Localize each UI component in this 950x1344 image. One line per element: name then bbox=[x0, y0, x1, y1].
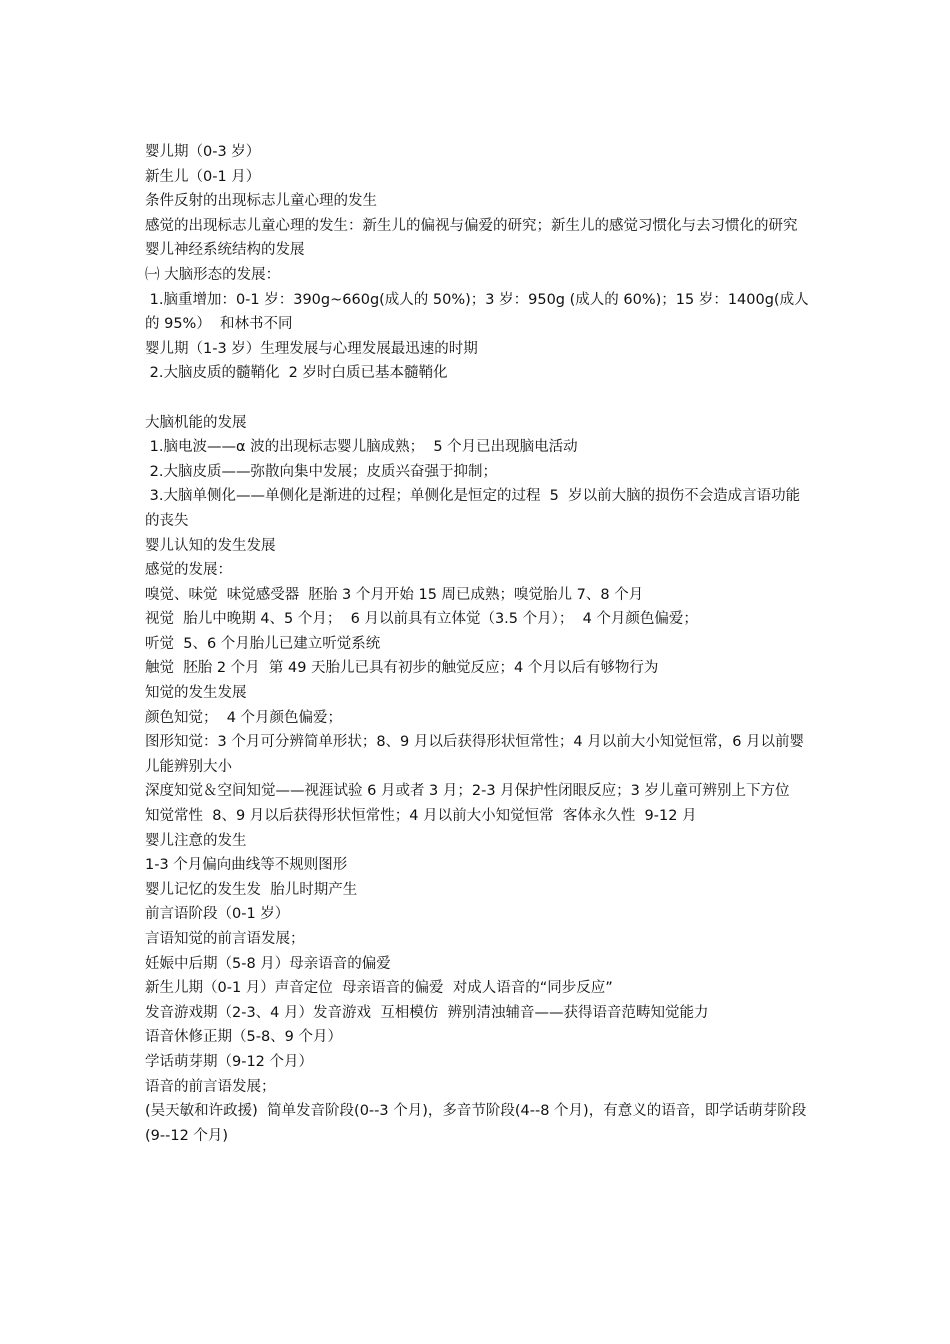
text-line: 图形知觉：3 个月可分辨简单形状；8、9 月以后获得形状恒常性；4 月以前大小知觉恒常，6 月以前婴儿能辨别大小 bbox=[145, 734, 805, 775]
blank-line bbox=[145, 386, 810, 411]
text-line: 语音休修正期（5-8、9 个月） bbox=[145, 1029, 343, 1046]
heading-newborn: 新生儿（0-1 月） bbox=[145, 168, 261, 185]
heading-perception: 知觉的发生发展 bbox=[145, 685, 247, 702]
text-line: ㈠ 大脑形态的发展： bbox=[145, 266, 281, 283]
text-line: 感觉的发展： bbox=[145, 562, 232, 579]
text-line: 深度知觉＆空间知觉——视涯试验 6 月或者 3 月；2-3 月保护性闭眼反应；3 岁儿童可辨别上下方位 bbox=[145, 783, 790, 800]
text-line: 发音游戏期（2-3、4 月）发音游戏 互相模仿 辨别清浊辅音——获得语音范畴知觉能力 bbox=[145, 1004, 709, 1021]
text-line: 婴儿记忆的发生发 胎儿时期产生 bbox=[145, 881, 358, 898]
heading-infancy: 婴儿期（0-3 岁） bbox=[145, 144, 261, 160]
heading-nervous-system: 婴儿神经系统结构的发展 bbox=[145, 242, 305, 259]
text-line: 新生儿期（0-1 月）声音定位 母亲语音的偏爱 对成人语音的“同步反应” bbox=[145, 980, 613, 997]
text-line: 触觉 胚胎 2 个月 第 49 天胎儿已具有初步的触觉反应；4 个月以后有够物行为 bbox=[145, 660, 659, 677]
text-line: 听觉 5、6 个月胎儿已建立听觉系统 bbox=[145, 635, 381, 652]
text-line: 视觉 胎儿中晚期 4、5 个月； 6 月以前具有立体觉（3.5 个月）； 4 个月颜色偏爱； bbox=[145, 611, 698, 628]
heading-cognition: 婴儿认知的发生发展 bbox=[145, 537, 276, 554]
text-line: 2.大脑皮质——弥散向集中发展；皮质兴奋强于抑制； bbox=[145, 463, 497, 480]
heading-brain-function: 大脑机能的发展 bbox=[145, 414, 247, 431]
text-line: 1-3 个月偏向曲线等不规则图形 bbox=[145, 857, 348, 874]
text-line: 妊娠中后期（5-8 月）母亲语音的偏爱 bbox=[145, 955, 391, 972]
text-line: 嗅觉、味觉 味觉感受器 胚胎 3 个月开始 15 周已成熟；嗅觉胎儿 7、8 个月 bbox=[145, 586, 644, 603]
text-line: 条件反射的出现标志儿童心理的发生 bbox=[145, 193, 377, 210]
text-line: 语音的前言语发展； bbox=[145, 1078, 276, 1095]
document-body bbox=[145, 140, 810, 1148]
text-line: 知觉常性 8、9 月以后获得形状恒常性；4 月以前大小知觉恒常 客体永久性 9-12 月 bbox=[145, 808, 697, 825]
text-line: (吴天敏和许政援) 简单发音阶段(0--3 个月)，多音节阶段(4--8 个月)，有意义的语音，即学话萌芽阶段(9--12 个月) bbox=[145, 1103, 807, 1144]
text-line: 2.大脑皮质的髓鞘化 2 岁时白质已基本髓鞘化 bbox=[145, 365, 448, 382]
text-line: 3.大脑单侧化——单侧化是渐进的过程；单侧化是恒定的过程 5 岁以前大脑的损伤不会造成言语功能的丧失 bbox=[145, 488, 801, 529]
text-line: 1.脑重增加：0-1 岁：390g~660g(成人的 50%)；3 岁：950g (成人的 60%)；15 岁：1400g(成人的 95%） 和林书不同 bbox=[145, 291, 809, 333]
heading-prelinguistic: 前言语阶段（0-1 岁） bbox=[145, 906, 290, 923]
heading-attention: 婴儿注意的发生 bbox=[145, 832, 247, 849]
text-line: 1.脑电波——α 波的出现标志婴儿脑成熟； 5 个月已出现脑电活动 bbox=[145, 439, 578, 456]
text-line: 颜色知觉； 4 个月颜色偏爱； bbox=[145, 709, 343, 726]
text-line: 婴儿期（1-3 岁）生理发展与心理发展最迅速的时期 bbox=[145, 340, 478, 357]
text-line: 学话萌芽期（9-12 个月） bbox=[145, 1053, 314, 1070]
text-line: 感觉的出现标志儿童心理的发生：新生儿的偏视与偏爱的研究；新生儿的感觉习惯化与去习惯化的研究 bbox=[145, 217, 798, 234]
text-line: 言语知觉的前言语发展； bbox=[145, 931, 305, 947]
